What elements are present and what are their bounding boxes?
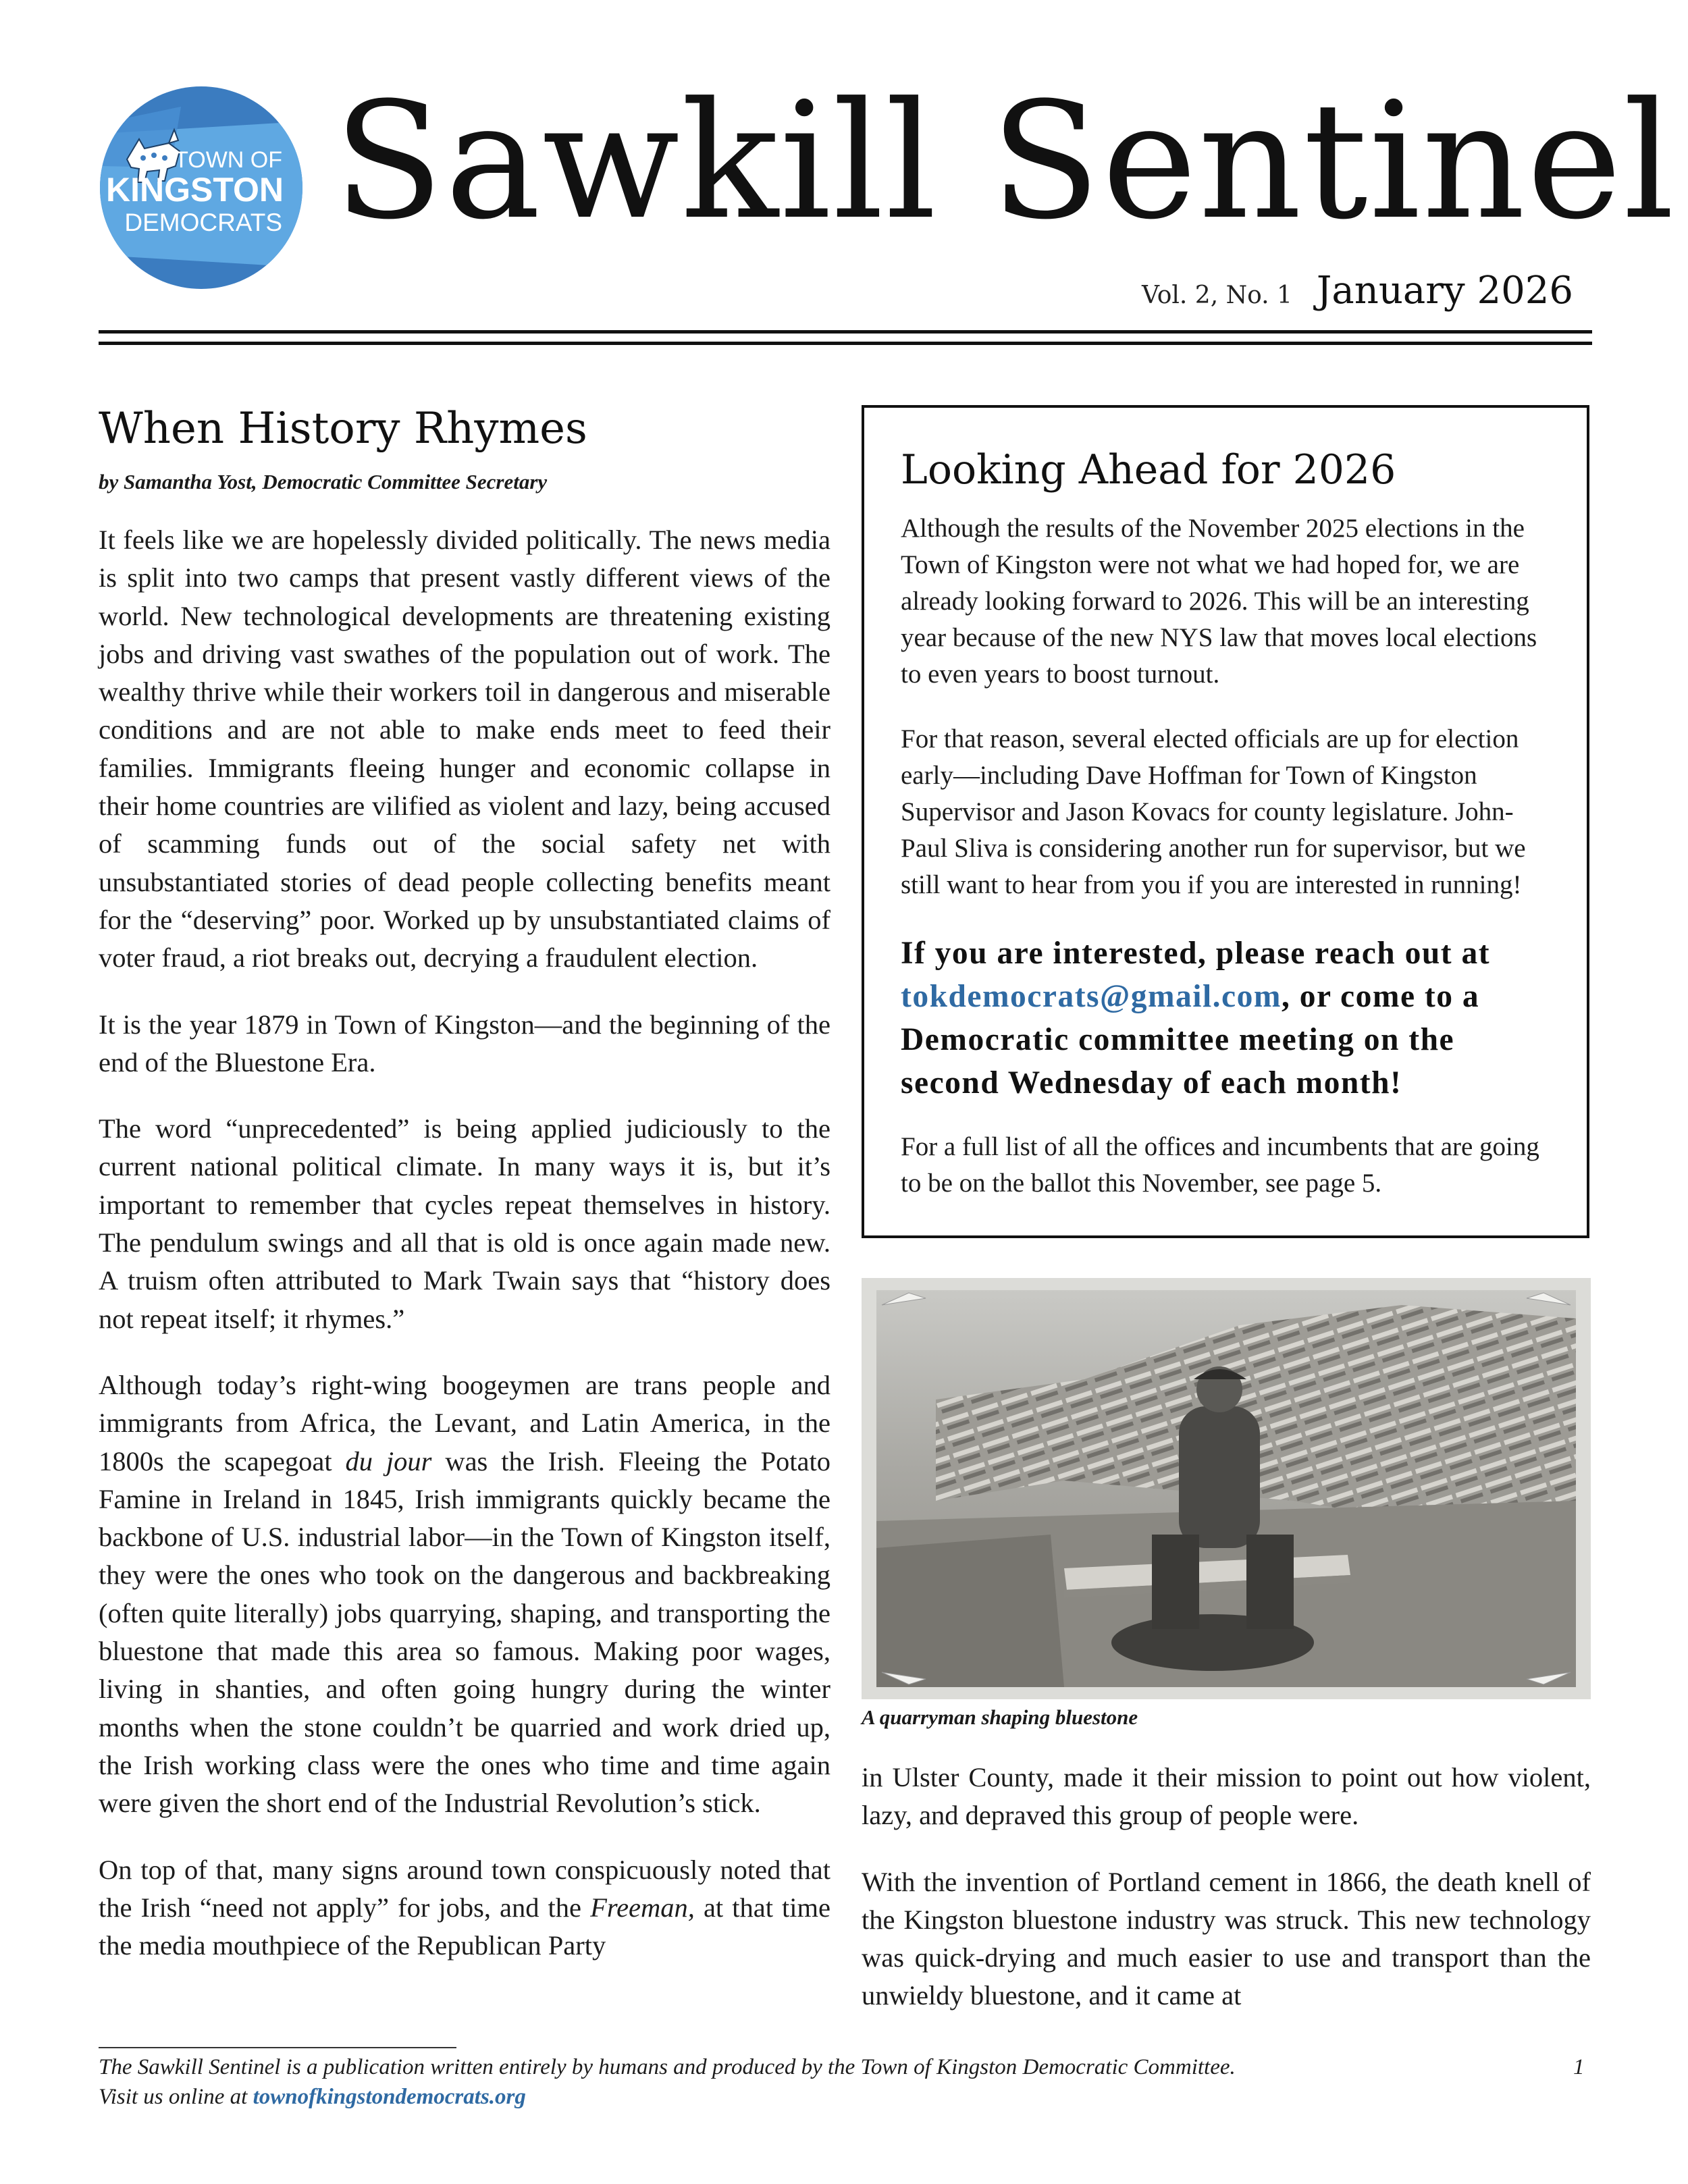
issue-volume: Vol. 2, No. 1 (1142, 282, 1292, 309)
town-of-kingston-democrats-logo (100, 86, 302, 289)
sidebar-paragraph-2: For that reason, several elected officials are up for election early—including Dave Hoffman for Town of Kingston Supervisor and Jason Kovacs for county legislature. John-Paul Sliva is considering another run for supervisor, but we still want to hear from you if you are interested in running! (901, 724, 1526, 899)
sidebar-paragraph-3: For a full list of all the offices and incumbents that are going to be on the ballot this November, see page 5. (901, 1132, 1539, 1198)
footer-line-2: Visit us online at townofkingstondemocrats.org (99, 2085, 526, 2109)
article-paragraph-5: On top of that, many signs around town conspicuously noted that the Irish “need not apply” for jobs, and the Freeman, at that time the media mouthpiece of the Republican Party (99, 1854, 830, 1961)
article-paragraph-2: It is the year 1879 in Town of Kingston—and the beginning of the end of the Bluestone Era. (99, 1009, 830, 1077)
logo-line-3: DEMOCRATS (124, 209, 282, 236)
issue-date: January 2026 (1316, 269, 1573, 313)
article-left-column (99, 398, 830, 1965)
logo-line-1: TOWN OF (174, 147, 282, 173)
footer-text (99, 2052, 1449, 2112)
sidebar-call-to-action: If you are interested, please reach out at tokdemocrats@gmail.com, or come to a Democratic committee meeting on the second Wednesday of each month! (901, 936, 1491, 1100)
article-paragraph-7: With the invention of Portland cement in 1866, the death knell of the Kingston bluestone industry was struck. This new technology was quick-drying and much easier to use and transport than the unwieldy bluestone, and it came at (862, 1866, 1591, 2011)
looking-ahead-sidebar (862, 405, 1589, 1238)
masthead-rule-bottom (99, 342, 1592, 345)
article-right-column (862, 1759, 1591, 2015)
article-byline: by Samantha Yost, Democratic Committee Secretary (99, 470, 548, 494)
contact-email-link[interactable]: tokdemocrats@gmail.com (901, 979, 1282, 1014)
photo-caption: A quarryman shaping bluestone (862, 1705, 1138, 1729)
masthead-title: Sawkill Sentinel (334, 68, 1677, 255)
page-number: 1 (1573, 2055, 1585, 2079)
article-paragraph-6: in Ulster County, made it their mission to point out how violent, lazy, and depraved this group of people were. (862, 1762, 1591, 1831)
footer-rule (99, 2047, 456, 2048)
website-link[interactable]: townofkingstondemocrats.org (253, 2085, 526, 2109)
logo-line-2: KINGSTON (106, 171, 284, 209)
article-headline: When History Rhymes (99, 404, 587, 454)
emphasis-freeman: Freeman, (590, 1892, 695, 1923)
article-paragraph-4: Although today’s right-wing boogeymen are trans people and immigrants from Africa, the Levant, and Latin America, in the 1800s the scapegoat du jour was the Irish. Fleeing the Potato Famine in Ireland in 1845, Irish immigrants quickly became the backbone of U.S. industrial labor—in the Town of Kingston itself, they were the ones who took on the dangerous and backbreaking (often quite literally) jobs quarrying, shaping, and transporting the bluestone that made this area so famous. Making poor wages, living in shanties, and often going hungry during the winter months when the stone couldn’t be quarried and work dried up, the Irish working class were the ones who time and time again were given the short end of the Industrial Revolution’s stick. (99, 1369, 831, 1819)
article-paragraph-1: It feels like we are hopelessly divided politically. The news media is split into two camps that present vastly different views of the world. New technological developments are threatening existing jobs and driving vast swathes of the population out of work. The wealthy thrive while their workers toil in dangerous and miserable conditions and are not able to make ends meet to feed their families. Immigrants fleeing hunger and economic collapse in their home countries are vilified as violent and lazy, being accused of scamming funds out of the social safety net with unsubstantiated stories of dead people collecting benefits meant for the “deserving” poor. Worked up by unsubstantiated claims of voter fraud, a riot breaks out, decrying a fraudulent election. (99, 525, 830, 974)
sidebar-title: Looking Ahead for 2026 (901, 446, 1396, 494)
article-paragraph-3: The word “unprecedented” is being applied judiciously to the current national political climate. In many ways it is, but it’s important to remember that cycles repeat themselves in history. The pendulum swings and all that is old is once again made new. A truism often attributed to Mark Twain says that “history does not repeat itself; it rhymes.” (99, 1113, 830, 1334)
quarryman-photo (862, 1278, 1591, 1699)
masthead-rule-top (99, 330, 1592, 334)
sidebar-paragraph-1: Although the results of the November 2025 elections in the Town of Kingston were not what we had hoped for, we are already looking forward to 2026. This will be an interesting year because of the new NYS law that moves local elections to even years to boost turnout. (901, 514, 1537, 689)
footer-line-1: The Sawkill Sentinel is a publication written entirely by humans and produced by the Town of Kingston Democratic Committee. (99, 2055, 1236, 2079)
emphasis-du-jour: du jour (345, 1445, 432, 1476)
issue-line (1142, 269, 1573, 316)
